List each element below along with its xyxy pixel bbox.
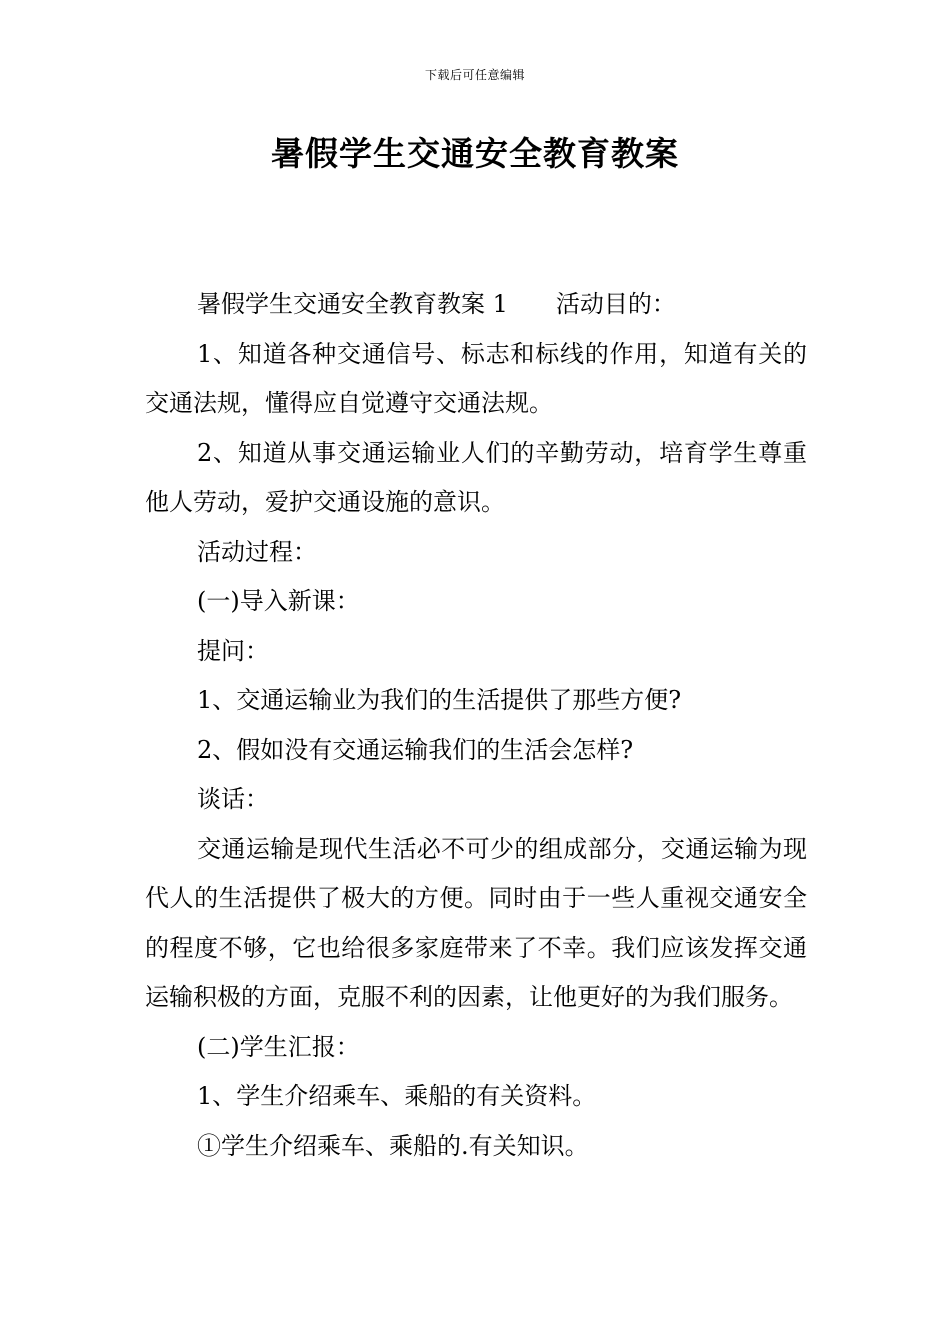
objective-label: 活动目的： [555,290,676,318]
lesson-label: 暑假学生交通安全教育教案 1 [197,290,508,318]
paragraph: (二)学生汇报： [197,1032,360,1061]
paragraph: 1、学生介绍乘车、乘船的有关资料。 [197,1082,597,1110]
paragraph: 1、交通运输业为我们的生活提供了那些方便? [197,686,682,714]
download-note: 下载后可任意编辑 [424,68,525,82]
paragraph: 2、知道从事交通运输业人们的辛勤劳动，培育学生尊重他人劳动，爱护交通设施的意识。 [145,438,807,516]
document-title: 暑假学生交通安全教育教案 [271,134,679,173]
paragraph: 2、假如没有交通运输我们的生活会怎样? [197,735,634,764]
paragraph: 1、知道各种交通信号、标志和标线的作用，知道有关的交通法规，懂得应自觉遵守交通法规。 [145,339,807,417]
paragraph: 交通运输是现代生活必不可少的组成部分，交通运输为现代人的生活提供了极大的方便。同时由于一些人重视交通安全的程度不够，它也给很多家庭带来了不幸。我们应该发挥交通运输积极的方面，克服不利的因素，让他更好的为我们服务。 [145,834,807,1011]
intro-line [145,280,807,330]
paragraph: 提问： [197,636,269,665]
paragraph: (一)导入新课： [197,587,360,615]
paragraph: 谈话： [197,785,269,813]
paragraph: 活动过程： [197,537,317,566]
paragraph: ①学生介绍乘车、乘船的.有关知识。 [197,1131,589,1160]
document-body [145,280,807,1171]
